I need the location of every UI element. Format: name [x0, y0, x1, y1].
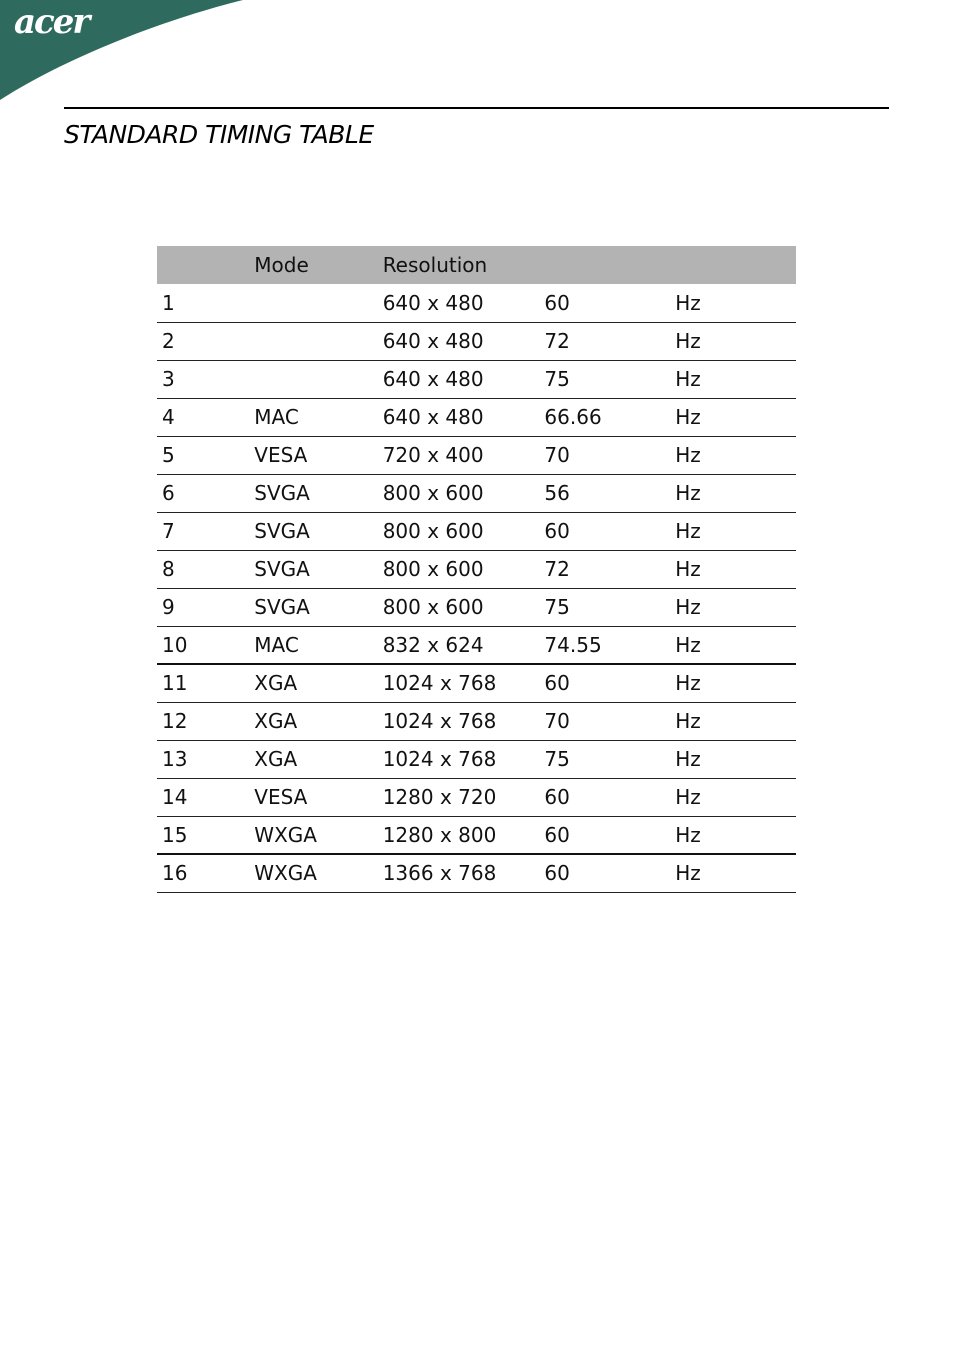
table-row: [157, 512, 796, 550]
cell-number: 6: [162, 481, 175, 505]
cell-resolution: 1280 x 800: [382, 822, 497, 847]
cell-resolution: 720 x 400: [382, 443, 484, 467]
cell-refresh-rate: 60: [544, 861, 570, 886]
column-header-refresh: [539, 246, 670, 284]
cell-unit: Hz: [675, 671, 701, 696]
table-row: [157, 816, 796, 854]
table-row: [157, 284, 796, 322]
cell-number: 13: [162, 747, 188, 771]
column-header-mode: Mode: [254, 253, 309, 277]
table-row: [157, 588, 796, 626]
cell-refresh-rate: 60: [544, 785, 570, 809]
cell-number: 7: [162, 519, 175, 543]
cell-refresh-rate: 75: [544, 595, 570, 619]
cell-number: 2: [162, 329, 175, 353]
cell-refresh-rate: 60: [544, 822, 570, 847]
cell-refresh-rate: 60: [544, 290, 570, 315]
cell-resolution: 1366 x 768: [382, 861, 497, 886]
cell-refresh-rate: 66.66: [544, 405, 602, 429]
cell-refresh-rate: 72: [544, 329, 570, 353]
cell-unit: Hz: [675, 405, 701, 429]
cell-unit: Hz: [675, 822, 701, 847]
cell-number: 12: [162, 709, 188, 733]
cell-unit: Hz: [675, 632, 701, 657]
column-header-resolution: Resolution: [382, 253, 488, 277]
cell-mode: [249, 322, 377, 360]
cell-resolution: 1024 x 768: [382, 709, 497, 733]
cell-refresh-rate: 56: [544, 481, 570, 505]
table-row: [157, 550, 796, 588]
cell-number: 1: [162, 290, 175, 315]
cell-number: 16: [162, 861, 188, 886]
cell-mode: WXGA: [254, 861, 317, 886]
column-header-number: [157, 246, 249, 284]
table-row: [157, 360, 796, 398]
table-row: [157, 626, 796, 664]
cell-unit: Hz: [675, 481, 701, 505]
cell-mode: SVGA: [254, 557, 310, 581]
cell-resolution: 640 x 480: [382, 405, 484, 429]
cell-mode: WXGA: [254, 822, 317, 847]
cell-resolution: 832 x 624: [382, 632, 484, 657]
cell-mode: MAC: [254, 632, 299, 657]
cell-mode: XGA: [254, 709, 298, 733]
cell-mode: [249, 284, 377, 322]
cell-unit: Hz: [675, 709, 701, 733]
column-header-unit: [670, 246, 796, 284]
cell-refresh-rate: 70: [544, 709, 570, 733]
cell-number: 3: [162, 367, 175, 391]
header-divider: [64, 107, 889, 109]
cell-unit: Hz: [675, 785, 701, 809]
cell-mode: XGA: [254, 747, 298, 771]
acer-logo: acer: [14, 2, 89, 42]
page-title: STANDARD TIMING TABLE: [64, 120, 374, 149]
cell-mode: SVGA: [254, 481, 310, 505]
cell-unit: Hz: [675, 595, 701, 619]
cell-refresh-rate: 72: [544, 557, 570, 581]
cell-unit: Hz: [675, 861, 701, 886]
cell-number: 5: [162, 443, 175, 467]
cell-mode: SVGA: [254, 519, 310, 543]
cell-resolution: 640 x 480: [382, 290, 484, 315]
cell-refresh-rate: 75: [544, 367, 570, 391]
table-row: [157, 702, 796, 740]
cell-refresh-rate: 60: [544, 671, 570, 696]
cell-resolution: 640 x 480: [382, 329, 484, 353]
cell-number: 9: [162, 595, 175, 619]
cell-unit: Hz: [675, 519, 701, 543]
cell-resolution: 1024 x 768: [382, 671, 497, 696]
cell-unit: Hz: [675, 290, 701, 315]
cell-refresh-rate: 74.55: [544, 632, 602, 657]
cell-unit: Hz: [675, 747, 701, 771]
cell-resolution: 800 x 600: [382, 519, 484, 543]
cell-resolution: 1024 x 768: [382, 747, 497, 771]
table-row: [157, 854, 796, 892]
cell-resolution: 800 x 600: [382, 557, 484, 581]
table-body: [157, 284, 796, 892]
standard-timing-table: [157, 246, 796, 893]
cell-unit: Hz: [675, 367, 701, 391]
cell-refresh-rate: 70: [544, 443, 570, 467]
cell-unit: Hz: [675, 329, 701, 353]
cell-number: 8: [162, 557, 175, 581]
cell-mode: SVGA: [254, 595, 310, 619]
cell-refresh-rate: 75: [544, 747, 570, 771]
cell-number: 4: [162, 405, 175, 429]
cell-resolution: 1280 x 720: [382, 785, 497, 809]
cell-refresh-rate: 60: [544, 519, 570, 543]
table-row: [157, 474, 796, 512]
table-row: [157, 664, 796, 702]
table-row: [157, 322, 796, 360]
cell-resolution: 640 x 480: [382, 367, 484, 391]
cell-mode: XGA: [254, 671, 298, 696]
cell-mode: [249, 360, 377, 398]
cell-unit: Hz: [675, 443, 701, 467]
cell-mode: VESA: [254, 443, 308, 467]
table-header-row: [157, 246, 796, 284]
cell-number: 11: [162, 671, 188, 696]
cell-number: 14: [162, 785, 188, 809]
table-row: [157, 778, 796, 816]
table-row: [157, 436, 796, 474]
cell-number: 10: [162, 632, 188, 657]
cell-resolution: 800 x 600: [382, 481, 484, 505]
table-row: [157, 740, 796, 778]
cell-number: 15: [162, 822, 188, 847]
table-row: [157, 398, 796, 436]
cell-mode: MAC: [254, 405, 299, 429]
cell-unit: Hz: [675, 557, 701, 581]
cell-mode: VESA: [254, 785, 308, 809]
cell-resolution: 800 x 600: [382, 595, 484, 619]
